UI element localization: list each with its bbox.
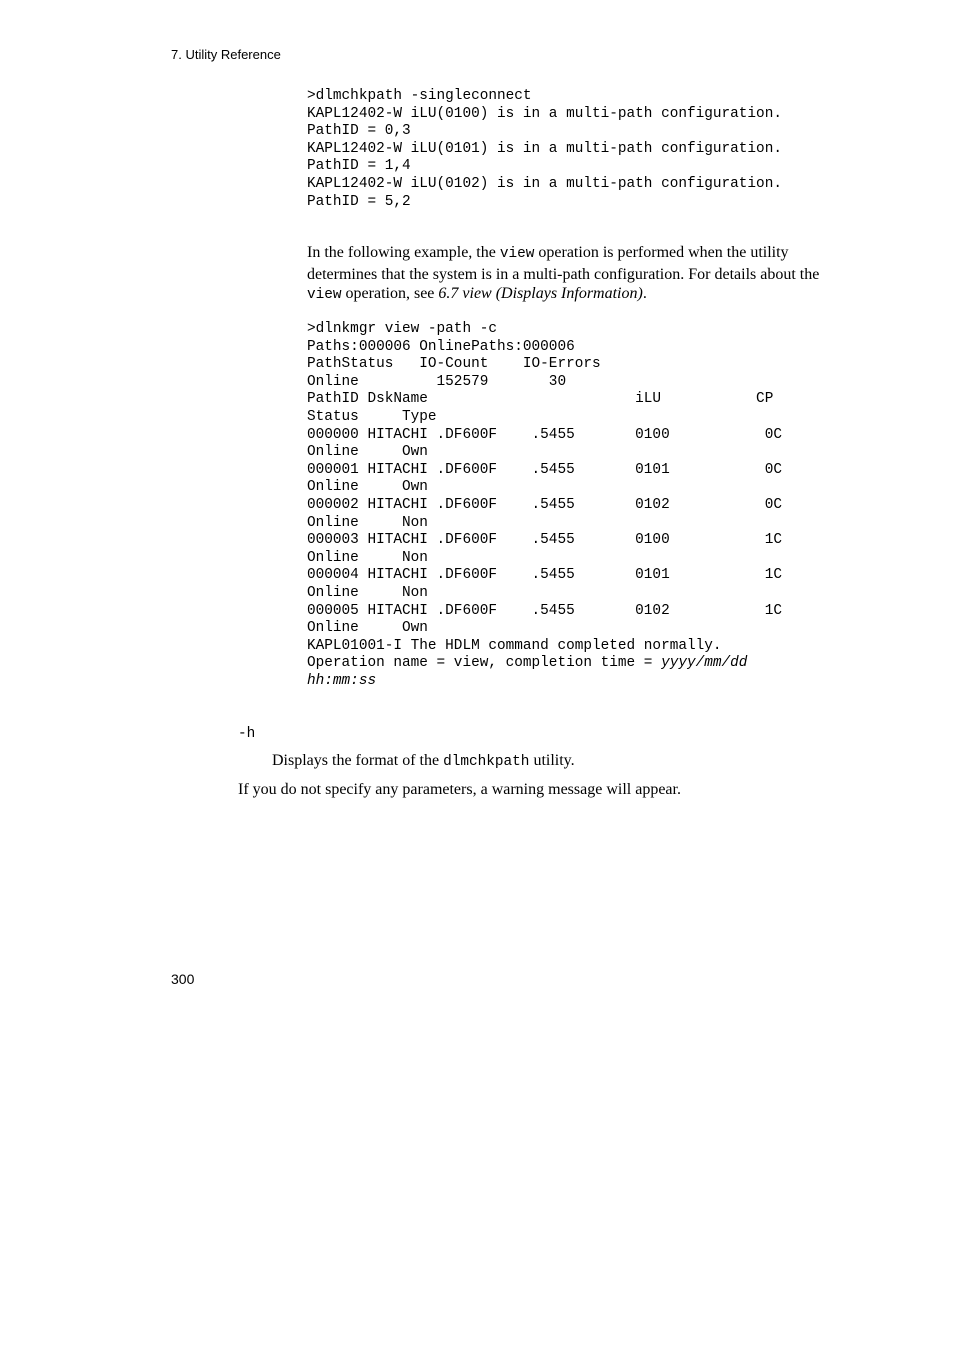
code-line: >dlmchkpath -singleconnect	[307, 88, 532, 104]
inline-code-view: view	[307, 287, 342, 304]
option-h-description	[272, 752, 575, 770]
description-text: Displays the format of the	[272, 752, 444, 769]
code-line: PathStatus IO-Count IO-Errors	[307, 356, 601, 373]
code-line: Online Own	[307, 444, 428, 461]
description-text: utility.	[529, 752, 575, 769]
code-line: hh:mm:ss	[307, 672, 377, 689]
inline-code-dlmchkpath: dlmchkpath	[443, 754, 530, 770]
running-header: 7. Utility Reference	[171, 47, 281, 62]
code-line: >dlnkmgr view -path -c	[307, 321, 497, 337]
code-line: Paths:000006 OnlinePaths:000006	[307, 338, 575, 355]
page-number: 300	[171, 971, 195, 987]
code-line: KAPL12402-W iLU(0102) is in a multi-path configuration.	[307, 175, 782, 192]
code-line: Online Own	[307, 479, 428, 496]
option-h-flag: -h	[238, 726, 256, 742]
code-line: KAPL01001-I The HDLM command completed normally.	[307, 637, 722, 654]
operation-prefix: Operation name = view, completion time =	[307, 655, 662, 672]
code-line: Online 152579 30	[307, 373, 567, 390]
code-line: Status Type	[307, 408, 437, 425]
cross-reference: 6.7 view (Displays Information)	[438, 285, 643, 303]
inline-code-view: view	[499, 246, 535, 262]
no-parameters-note: If you do not specify any parameters, a warning message will appear.	[238, 781, 681, 798]
view-example-paragraph	[307, 243, 845, 306]
code-line: PathID = 1,4	[307, 158, 411, 175]
paragraph-text: In the following example, the	[307, 244, 500, 261]
code-line: Online Own	[307, 620, 428, 637]
paragraph-text: operation, see	[341, 285, 439, 303]
code-line: 000000 HITACHI .DF600F .5455 0100 0C	[307, 426, 782, 443]
code-line: Online Non	[307, 514, 428, 531]
code-line: KAPL12402-W iLU(0100) is in a multi-path configuration.	[307, 105, 782, 122]
code-line: PathID = 5,2	[307, 193, 411, 210]
paragraph-text: .	[642, 285, 647, 303]
code-line: KAPL12402-W iLU(0101) is in a multi-path configuration.	[307, 140, 782, 157]
paragraph-text: operation is performed when the utility determines that the system is in a multi-path configuration. For details about the	[307, 244, 820, 283]
code-block-dlmchkpath-example	[307, 88, 782, 211]
code-block-dlnkmgr-view-example	[307, 321, 782, 690]
code-line: Online Non	[307, 584, 428, 601]
code-line: 000004 HITACHI .DF600F .5455 0101 1C	[307, 567, 782, 584]
operation-date-placeholder: yyyy/mm/dd	[661, 655, 748, 672]
code-line: PathID DskName iLU CP	[307, 391, 774, 408]
code-line: 000002 HITACHI .DF600F .5455 0102 0C	[307, 496, 782, 513]
code-line: Online Non	[307, 549, 428, 566]
code-line: PathID = 0,3	[307, 123, 411, 140]
code-line: 000003 HITACHI .DF600F .5455 0100 1C	[307, 532, 782, 549]
code-line-operation	[307, 655, 782, 673]
code-line: 000005 HITACHI .DF600F .5455 0102 1C	[307, 602, 782, 619]
code-line: 000001 HITACHI .DF600F .5455 0101 0C	[307, 461, 782, 478]
